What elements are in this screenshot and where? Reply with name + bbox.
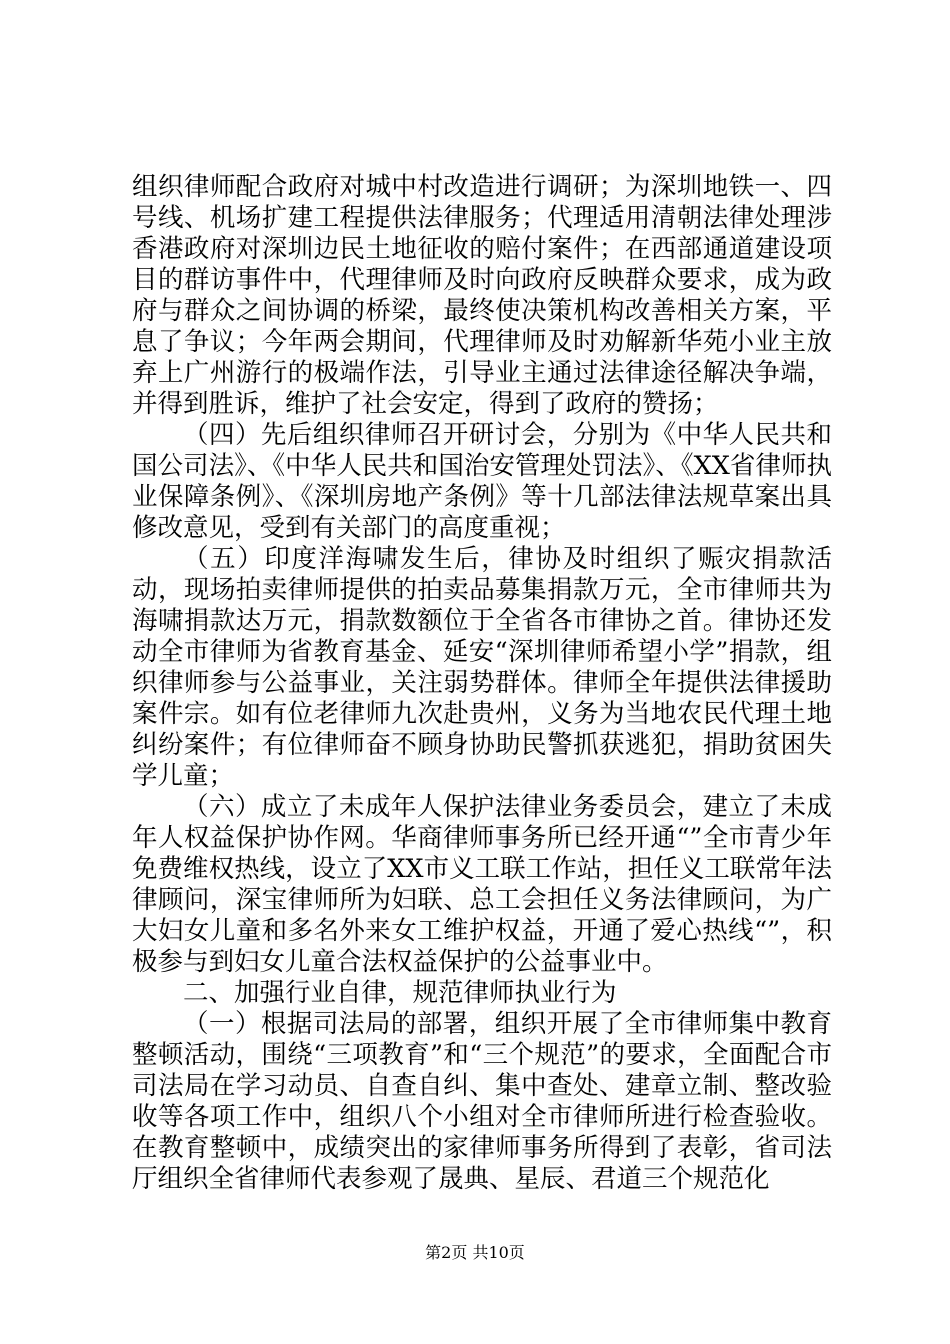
document-body (132, 172, 832, 1195)
paragraph-1: 组织律师配合政府对城中村改造进行调研；为深圳地铁一、四号线、机场扩建工程提供法律服务；代理适用清朝法律处理涉香港政府对深圳边民土地征收的赔付案件；在西部通道建设项目的群访事件中，代理律师及时向政府反映群众要求，成为政府与群众之间协调的桥梁，最终使决策机构改善相关方案，平息了争议；今年两会期间，代理律师及时劝解新华苑小业主放弃上广州游行的极端作法，引导业主通过法律途径解决争端，并得到胜诉，维护了社会安定，得到了政府的赞扬； (132, 172, 832, 419)
paragraph-2: （四）先后组织律师召开研讨会，分别为《中华人民共和国公司法》、《中华人民共和国治安管理处罚法》、《XX省律师执业保障条例》、《深圳房地产条例》等十几部法律法规草案出具修改意见，受到有关部门的高度重视； (132, 420, 832, 543)
paragraph-5: （一）根据司法局的部署，组织开展了全市律师集中教育整顿活动，围绕“三项教育”和“三个规范”的要求，全面配合市司法局在学习动员、自查自纠、集中查处、建章立制、整改验收等各项工作中，组织八个小组对全市律师所进行检查验收。在教育整顿中，成绩突出的家律师事务所得到了表彰，省司法厅组织全省律师代表参观了晟典、星辰、君道三个规范化 (132, 1009, 832, 1194)
paragraph-3: （五）印度洋海啸发生后，律协及时组织了赈灾捐款活动，现场拍卖律师提供的拍卖品募集捐款万元，全市律师共为海啸捐款达万元，捐款数额位于全省各市律协之首。律协还发动全市律师为省教育基金、延安“深圳律师希望小学”捐款，组织律师参与公益事业，关注弱势群体。律师全年提供法律援助案件宗。如有位老律师九次赴贵州，义务为当地农民代理土地纠纷案件；有位律师奋不顾身协助民警抓获逃犯，捐助贫困失学儿童； (132, 544, 832, 791)
page-number-footer: 第2页 共10页 (425, 1243, 525, 1262)
paragraph-4: （六）成立了未成年人保护法律业务委员会，建立了未成年人权益保护协作网。华商律师事务所已经开通“”全市青少年免费维权热线，设立了XX市义工联工作站，担任义工联常年法律顾问，深宝律师所为妇联、总工会担任义务法律顾问，为广大妇女儿童和多名外来女工维护权益，开通了爱心热线“”，积极参与到妇女儿童合法权益保护的公益事业中。 (132, 792, 832, 977)
section-heading: 二、加强行业自律，规范律师执业行为 (183, 978, 617, 1008)
